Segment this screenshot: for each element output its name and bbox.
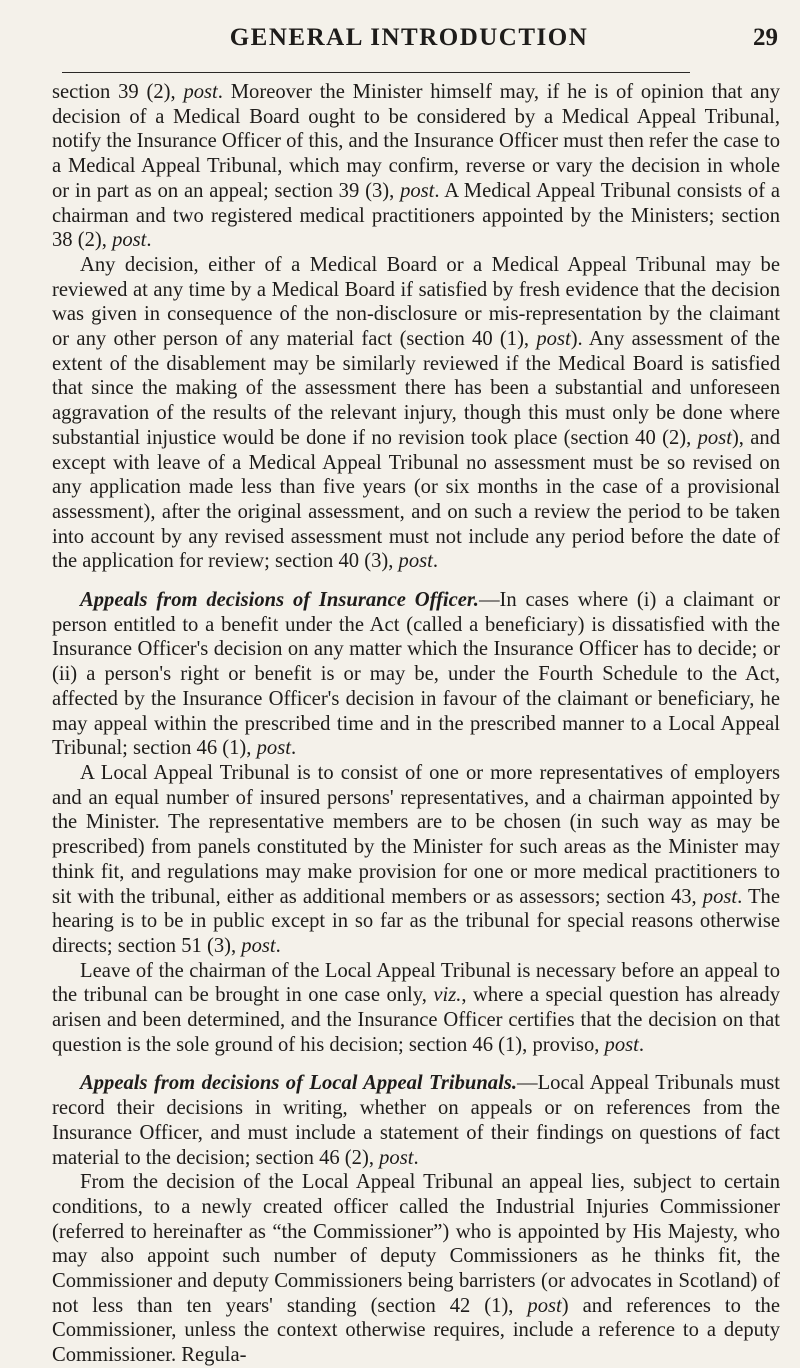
paragraph bbox=[52, 80, 780, 253]
paragraph-text: In cases where (i) a claimant or person entitled to a benefit under the Act (called a beneficiary) is dissatisfied with the Insurance Officer's decision on any matter which the Insurance Officer has to decide; or (ii) a person's right or benefit is or may be, under the Fourth Schedule to the Act, affected by the Insurance Officer's decision in favour of the claimant or beneficiary, he may appeal within the prescribed time and in the prescribed manner to a Local Appeal Tribunal; section 46 (1), post. bbox=[52, 589, 780, 760]
paragraph-text: Leave of the chairman of the Local Appeal Tribunal is necessary before an appeal to the tribunal can be brought in one case only, viz., where a special question has already arisen and been determined, and the Insurance Officer certifies that the decision on that question is the sole ground of his decision; section 46 (1), proviso, post. bbox=[52, 959, 780, 1056]
paragraph-text: section 39 (2), post. Moreover the Minister himself may, if he is of opinion that any decision of a Medical Board ought to be considered by a Medical Appeal Tribunal, notify the Insurance Officer of this, and the Insurance Officer must then refer the case to a Medical Appeal Tribunal, which may confirm, reverse or vary the decision in whole or in part as on an appeal; section 39 (3), post. A Medical Appeal Tribunal consists of a chairman and two registered medical practitioners appointed by the Ministers; section 38 (2), post. bbox=[52, 81, 781, 252]
header-rule bbox=[62, 72, 690, 73]
heading-dash: — bbox=[478, 589, 500, 612]
heading-dash: — bbox=[516, 1072, 538, 1095]
running-title: GENERAL INTRODUCTION bbox=[229, 24, 589, 51]
paragraph-text: Any decision, either of a Medical Board or a Medical Appeal Tribunal may be reviewed at any time by a Medical Board if satisfied by fresh evidence that the decision was given in consequence of the non-disclosure or mis-representation by the claimant or any other person of any material fact (section 40 (1), post). Any assessment of the extent of the disablement may be similarly reviewed if the Medical Board is satisfied that since the making of the assessment there has been a substantial and unforeseen aggravation of the results of the relevant injury, though this must only be done where substantial injustice would be done if no revision took place (section 40 (2), post), and except with leave of a Medical Appeal Tribunal no assessment must be so revised on any application made less than five years (or six months in the case of a provisional assessment), after the original assessment, and on such a review the period to be taken into account by any revised assessment must not include any period before the date of the application for review; section 40 (3), post. bbox=[52, 253, 781, 573]
paragraph bbox=[52, 1170, 780, 1368]
paragraph-text: From the decision of the Local Appeal Tribunal an appeal lies, subject to certain conditions, to a newly created officer called the Industrial Injuries Commissioner (referred to hereinafter as “the Commissioner”) who is appointed by His Majesty, who may also appoint such number of deputy Commissioners as he thinks fit, the Commissioner and deputy Commissioners being barristers (or advocates in Scotland) of not less than ten years' standing (section 42 (1), post) and references to the Commissioner, unless the context otherwise requires, include a reference to a deputy Commissioner. Regula- bbox=[52, 1171, 780, 1367]
paragraph bbox=[52, 588, 780, 761]
section-heading: Appeals from decisions of Insurance Officer. bbox=[80, 589, 479, 612]
paragraph bbox=[52, 253, 780, 574]
paragraph-text: Local Appeal Tribunals must record their decisions in writing, whether on appeals or on references from the Insurance Officer, and must include a statement of their findings on questions of fact material to the decision; section 46 (2), post. bbox=[52, 1072, 780, 1169]
page-header bbox=[40, 24, 778, 62]
paragraph bbox=[52, 959, 780, 1058]
body-text bbox=[52, 80, 780, 1368]
paragraph-text: A Local Appeal Tribunal is to consist of one or more representatives of employers and an equal number of insured persons' representatives, and a chairman appointed by the Minister. The representative members are to be chosen (in such way as may be prescribed) from panels constituted by the Minister for such areas as the Minister may think fit, and regulations may make provision for one or more medical practitioners to sit with the tribunal, either as additional members or as assessors; section 43, post. The hearing is to be in public except in so far as the tribunal for special reasons otherwise directs; section 51 (3), post. bbox=[52, 761, 780, 957]
page-number: 29 bbox=[753, 24, 778, 51]
section-heading: Appeals from decisions of Local Appeal Tribunals. bbox=[80, 1072, 517, 1095]
paragraph bbox=[52, 761, 780, 959]
paragraph bbox=[52, 1071, 780, 1170]
